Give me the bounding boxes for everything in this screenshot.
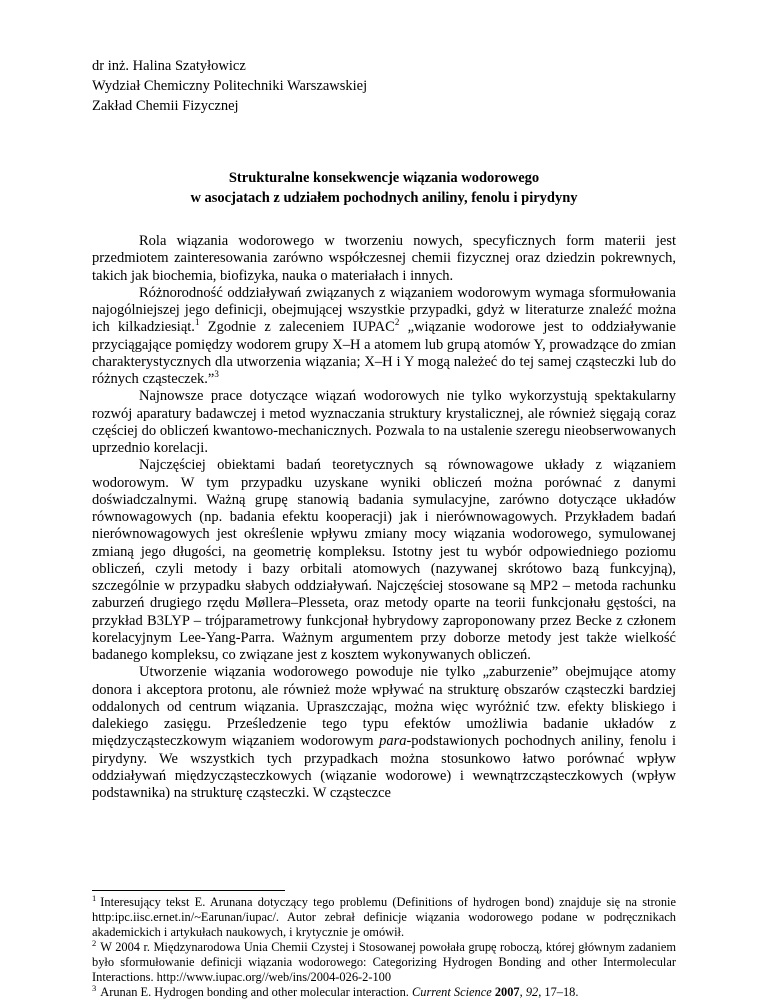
document-title bbox=[92, 168, 676, 208]
footnote-3 bbox=[92, 982, 676, 1000]
footnote-1-number: 1 bbox=[92, 892, 97, 903]
footnote-ref-3: 3 bbox=[214, 369, 219, 380]
footnote-3-text: Arunan E. Hydrogen bonding and other molecular interaction. bbox=[100, 985, 412, 999]
paragraph-5-part-b: -podstawionych pochodnych aniliny, fenolu i pirydyny. We wszystkich tych przypadkach można stosunkowo łatwo porównać wpływ oddziaływań międzycząsteczkowych (wiązanie wodorowe) i wewnątrzcząsteczkowych (wpływ podstawnika) na strukturę cząsteczki. W cząsteczce bbox=[92, 733, 676, 801]
paragraph-2-part-b: Zgodnie z zaleceniem IUPAC bbox=[199, 319, 395, 336]
footnote-1 bbox=[92, 892, 676, 940]
paragraph-5-part-a: Utworzenie wiązania wodorowego powoduje nie tylko „zaburzenie” obejmujące atomy donora i akceptora protonu, ale również może wpływać na strukturę obszarów cząsteczki bardziej oddalonych od centrum wiązania. Upraszczając, można więc wyróżnić tzw. efekty bliskiego i dalekiego zasięgu. Prześledzenie tego typu efektów umożliwia badanie układów z międzycząsteczkowym wiązaniem wodorowym bbox=[92, 664, 676, 750]
title-line-2: w asocjatach z udziałem pochodnych aniliny, fenolu i pirydyny bbox=[190, 190, 578, 206]
paragraph-4: Najczęściej obiektami badań teoretycznych są równowagowe układy z wiązaniem wodorowym. W tym przypadku uzyskane wyniki obliczeń można porównać z danymi doświadczalnymi. Ważną grupę stanowią badania symulacyjne, zarówno dotyczące układów równowagowych (np. badania efektu kooperacji) jak i nierównowagowych. Przykładem badań nierównowagowych jest określenie wpływu zmiany mocy wiązania wodorowego, symulowanej zmianą jego długości, na geometrię kompleksu. Istotny jest tu wybór odpowiedniego poziomu obliczeń, czyli metody i bazy orbitali atomowych (nazywanej skrótowo bazą funkcyjną), szczególnie w przypadku słabych oddziaływań. Najczęściej stosowane są MP2 – metoda rachunku zaburzeń drugiego rzędu Møllera–Plesseta, oraz metody oparte na teorii funkcjonału gęstości, na przykład B3LYP – trójparametrowy funkcjonał hybrydowy zaproponowany przez Becke z członem korelacyjnym Lee-Yang-Parra. Ważnym argumentem przy doborze metody jest także wielkość badanego kompleksu, co związane jest z kosztem wykonywanych obliczeń. bbox=[92, 457, 676, 663]
footnotes bbox=[92, 892, 676, 1000]
author-header bbox=[92, 56, 367, 116]
footnote-3-number: 3 bbox=[92, 982, 97, 993]
paragraph-5-italic-para: para bbox=[379, 733, 407, 750]
footnote-3-journal: Current Science bbox=[412, 985, 492, 999]
body-text bbox=[92, 233, 676, 802]
footnote-ref-2: 2 bbox=[394, 317, 400, 328]
footnote-2-text: W 2004 r. Międzynarodowa Unia Chemii Czystej i Stosowanej powołała grupę roboczą, której głównym zadaniem było sformułowanie definicji wiązania wodorowego: Categorizing Hydrogen Bonding and other Intermolecular Interactions. http://www.iupac.org//web/ins/2004-026-2-100 bbox=[92, 940, 676, 984]
footnote-1-text: Interesujący tekst E. Arunana dotyczący tego problemu (Definitions of hydrogen bond) znajduje się na stronie http:ipc.iisc.ernet.in/~Earunan/iupac/. Autor zebrał definicje wiązania wodorowego podane w podręcznikach akademickich i artykułach naukowych, i krytycznie je omówił. bbox=[92, 895, 676, 939]
author-department: Zakład Chemii Fizycznej bbox=[92, 98, 239, 114]
footnote-2-number: 2 bbox=[92, 937, 97, 948]
paragraph-2-part-c: „wiązanie wodorowe jest to oddziaływanie przyciągające pomiędzy wodorem grupy X–H a atomem lub grupą atomów Y, prowadzące do zmian charakterystycznych dla utworzenia wiązania; X–H i Y mogą należeć do tej samej cząsteczki lub do różnych cząsteczek.” bbox=[92, 319, 676, 387]
footnote-2 bbox=[92, 937, 676, 985]
paragraph-1: Rola wiązania wodorowego w tworzeniu nowych, specyficznych form materii jest przedmiotem zainteresowania zarówno współczesnej chemii fizycznej oraz dziedzin pokrewnych, takich jak biochemia, biofizyka, nauka o materiałach i innych. bbox=[92, 233, 676, 284]
paragraph-2 bbox=[92, 285, 676, 389]
paragraph-3: Najnowsze prace dotyczące wiązań wodorowych nie tylko wykorzystują spektakularny rozwój aparatury badawczej i metod wyznaczania struktury krystalicznej, ale również sięgają coraz częściej do obliczeń kwantowo-mechanicznych. Pozwala to na ustalenie szeregu nieobserwowanych uprzednio korelacji. bbox=[92, 388, 676, 456]
author-name: dr inż. Halina Szatyłowicz bbox=[92, 58, 246, 74]
author-faculty: Wydział Chemiczny Politechniki Warszawskiej bbox=[92, 78, 368, 94]
paragraph-5 bbox=[92, 664, 676, 802]
footnote-3-sep-2: , bbox=[519, 985, 526, 999]
footnote-3-volume: 92 bbox=[525, 985, 539, 999]
title-line-1: Strukturalne konsekwencje wiązania wodorowego bbox=[228, 170, 540, 186]
paragraph-2-part-a: Różnorodność oddziaływań związanych z wiązaniem wodorowym wymaga sformułowania najogólniejszej jego definicji, obejmującej wszystkie przypadki, gdyż w literaturze znaleźć można ich kilkadziesiąt. bbox=[92, 284, 676, 336]
footnote-ref-1: 1 bbox=[194, 317, 200, 328]
footnote-separator bbox=[92, 890, 285, 891]
footnote-3-year: 2007 bbox=[494, 985, 520, 999]
footnote-3-pages: , 17–18. bbox=[538, 985, 579, 999]
